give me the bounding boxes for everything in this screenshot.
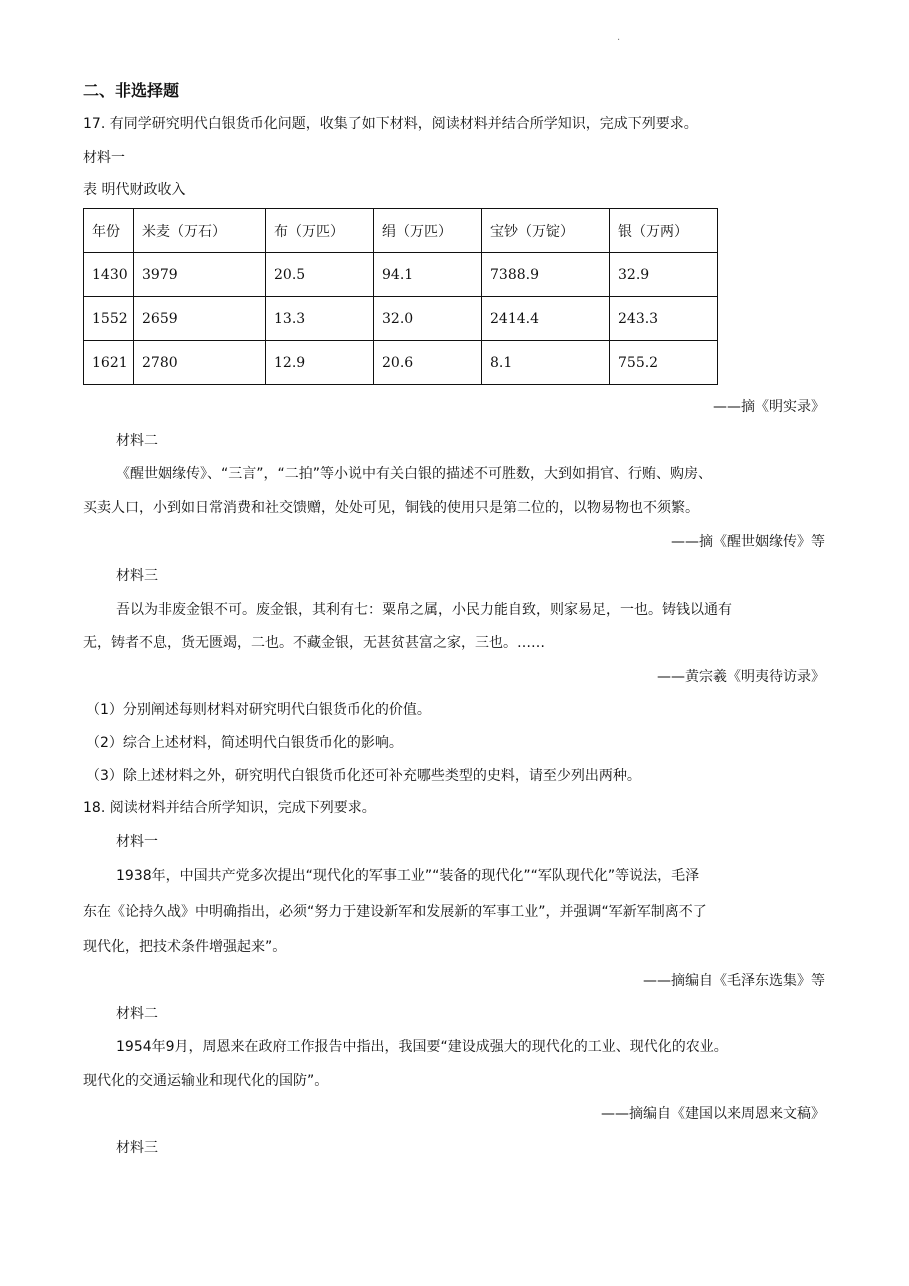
table-cell: 32.0 [374,297,482,341]
q17-material1-source: ——摘《明实录》 [713,399,825,415]
q17-subquestion-2: （2）综合上述材料，简述明代白银货币化的影响。 [86,735,403,751]
top-mark: . [617,32,621,43]
table-cell: 243.3 [610,297,718,341]
table-header-cell: 米麦（万石） [134,209,266,253]
table-header-cell: 布（万匹） [266,209,374,253]
table-cell: 755.2 [610,341,718,385]
q17-material3-source: ——黄宗羲《明夷待访录》 [657,669,825,685]
q17-intro: 17. 有同学研究明代白银货币化问题，收集了如下材料，阅读材料并结合所学知识，完成下列要求。 [83,116,698,132]
q18-material1-text: 现代化，把技术条件增强起来”。 [83,939,287,955]
q17-material3-text: 无，铸者不息，货无匮竭，二也。不藏金银，无甚贫甚富之家，三也。…… [83,635,545,651]
q17-material3-label: 材料三 [116,568,158,584]
q18-material3-label: 材料三 [116,1140,158,1156]
q17-subquestion-3: （3）除上述材料之外，研究明代白银货币化还可补充哪些类型的史料，请至少列出两种。 [86,768,641,784]
q18-material1-label: 材料一 [116,834,158,850]
table-row [84,253,718,297]
table-header-cell: 宝钞（万锭） [482,209,610,253]
table-cell: 94.1 [374,253,482,297]
table-header-cell: 绢（万匹） [374,209,482,253]
table-caption: 表 明代财政收入 [83,182,186,198]
q17-material2-text: 买卖人口，小到如日常消费和社交馈赠，处处可见，铜钱的使用只是第二位的，以物易物也不须繁。 [83,500,699,516]
q17-material2-source: ——摘《醒世姻缘传》等 [671,534,825,550]
table-cell: 2780 [134,341,266,385]
section-title: 二、非选择题 [83,81,180,100]
q17-material2-label: 材料二 [116,433,158,449]
table-row [84,297,718,341]
table-header-cell: 年份 [84,209,134,253]
table-header-cell: 银（万两） [610,209,718,253]
table-cell: 32.9 [610,253,718,297]
table-cell: 1430 [84,253,134,297]
q18-material1-text: 东在《论持久战》中明确指出，必须“努力于建设新军和发展新的军事工业”，并强调“军新军制离不了 [83,904,707,920]
revenue-table [83,208,718,385]
table-cell: 2659 [134,297,266,341]
table-cell: 7388.9 [482,253,610,297]
table-header-row [84,209,718,253]
q18-material2-text: 现代化的交通运输业和现代化的国防”。 [83,1073,329,1089]
q18-material1-text: 1938年，中国共产党多次提出“现代化的军事工业”“装备的现代化”“军队现代化”等说法，毛泽 [116,868,700,884]
table-cell: 2414.4 [482,297,610,341]
table-row [84,341,718,385]
q18-material2-label: 材料二 [116,1006,158,1022]
table-cell: 20.6 [374,341,482,385]
q18-material2-source: ——摘编自《建国以来周恩来文稿》 [601,1106,825,1122]
table-cell: 1552 [84,297,134,341]
table-cell: 12.9 [266,341,374,385]
q17-material3-text: 吾以为非废金银不可。废金银，其利有七：粟帛之属，小民力能自致，则家易足，一也。铸钱以通有 [116,602,732,618]
q18-intro: 18. 阅读材料并结合所学知识，完成下列要求。 [83,800,376,816]
table-cell: 13.3 [266,297,374,341]
table-cell: 3979 [134,253,266,297]
q18-material2-text: 1954年9月，周恩来在政府工作报告中指出，我国要“建设成强大的现代化的工业、现代化的农业。 [116,1039,728,1055]
table-cell: 20.5 [266,253,374,297]
table-cell: 8.1 [482,341,610,385]
q17-subquestion-1: （1）分别阐述每则材料对研究明代白银货币化的价值。 [86,702,431,718]
q18-material1-source: ——摘编自《毛泽东选集》等 [643,973,825,989]
table-cell: 1621 [84,341,134,385]
q17-material2-text: 《醒世姻缘传》、“三言”，“二拍”等小说中有关白银的描述不可胜数，大到如捐官、行贿、购房、 [116,466,713,482]
q17-material1-label: 材料一 [83,150,125,166]
